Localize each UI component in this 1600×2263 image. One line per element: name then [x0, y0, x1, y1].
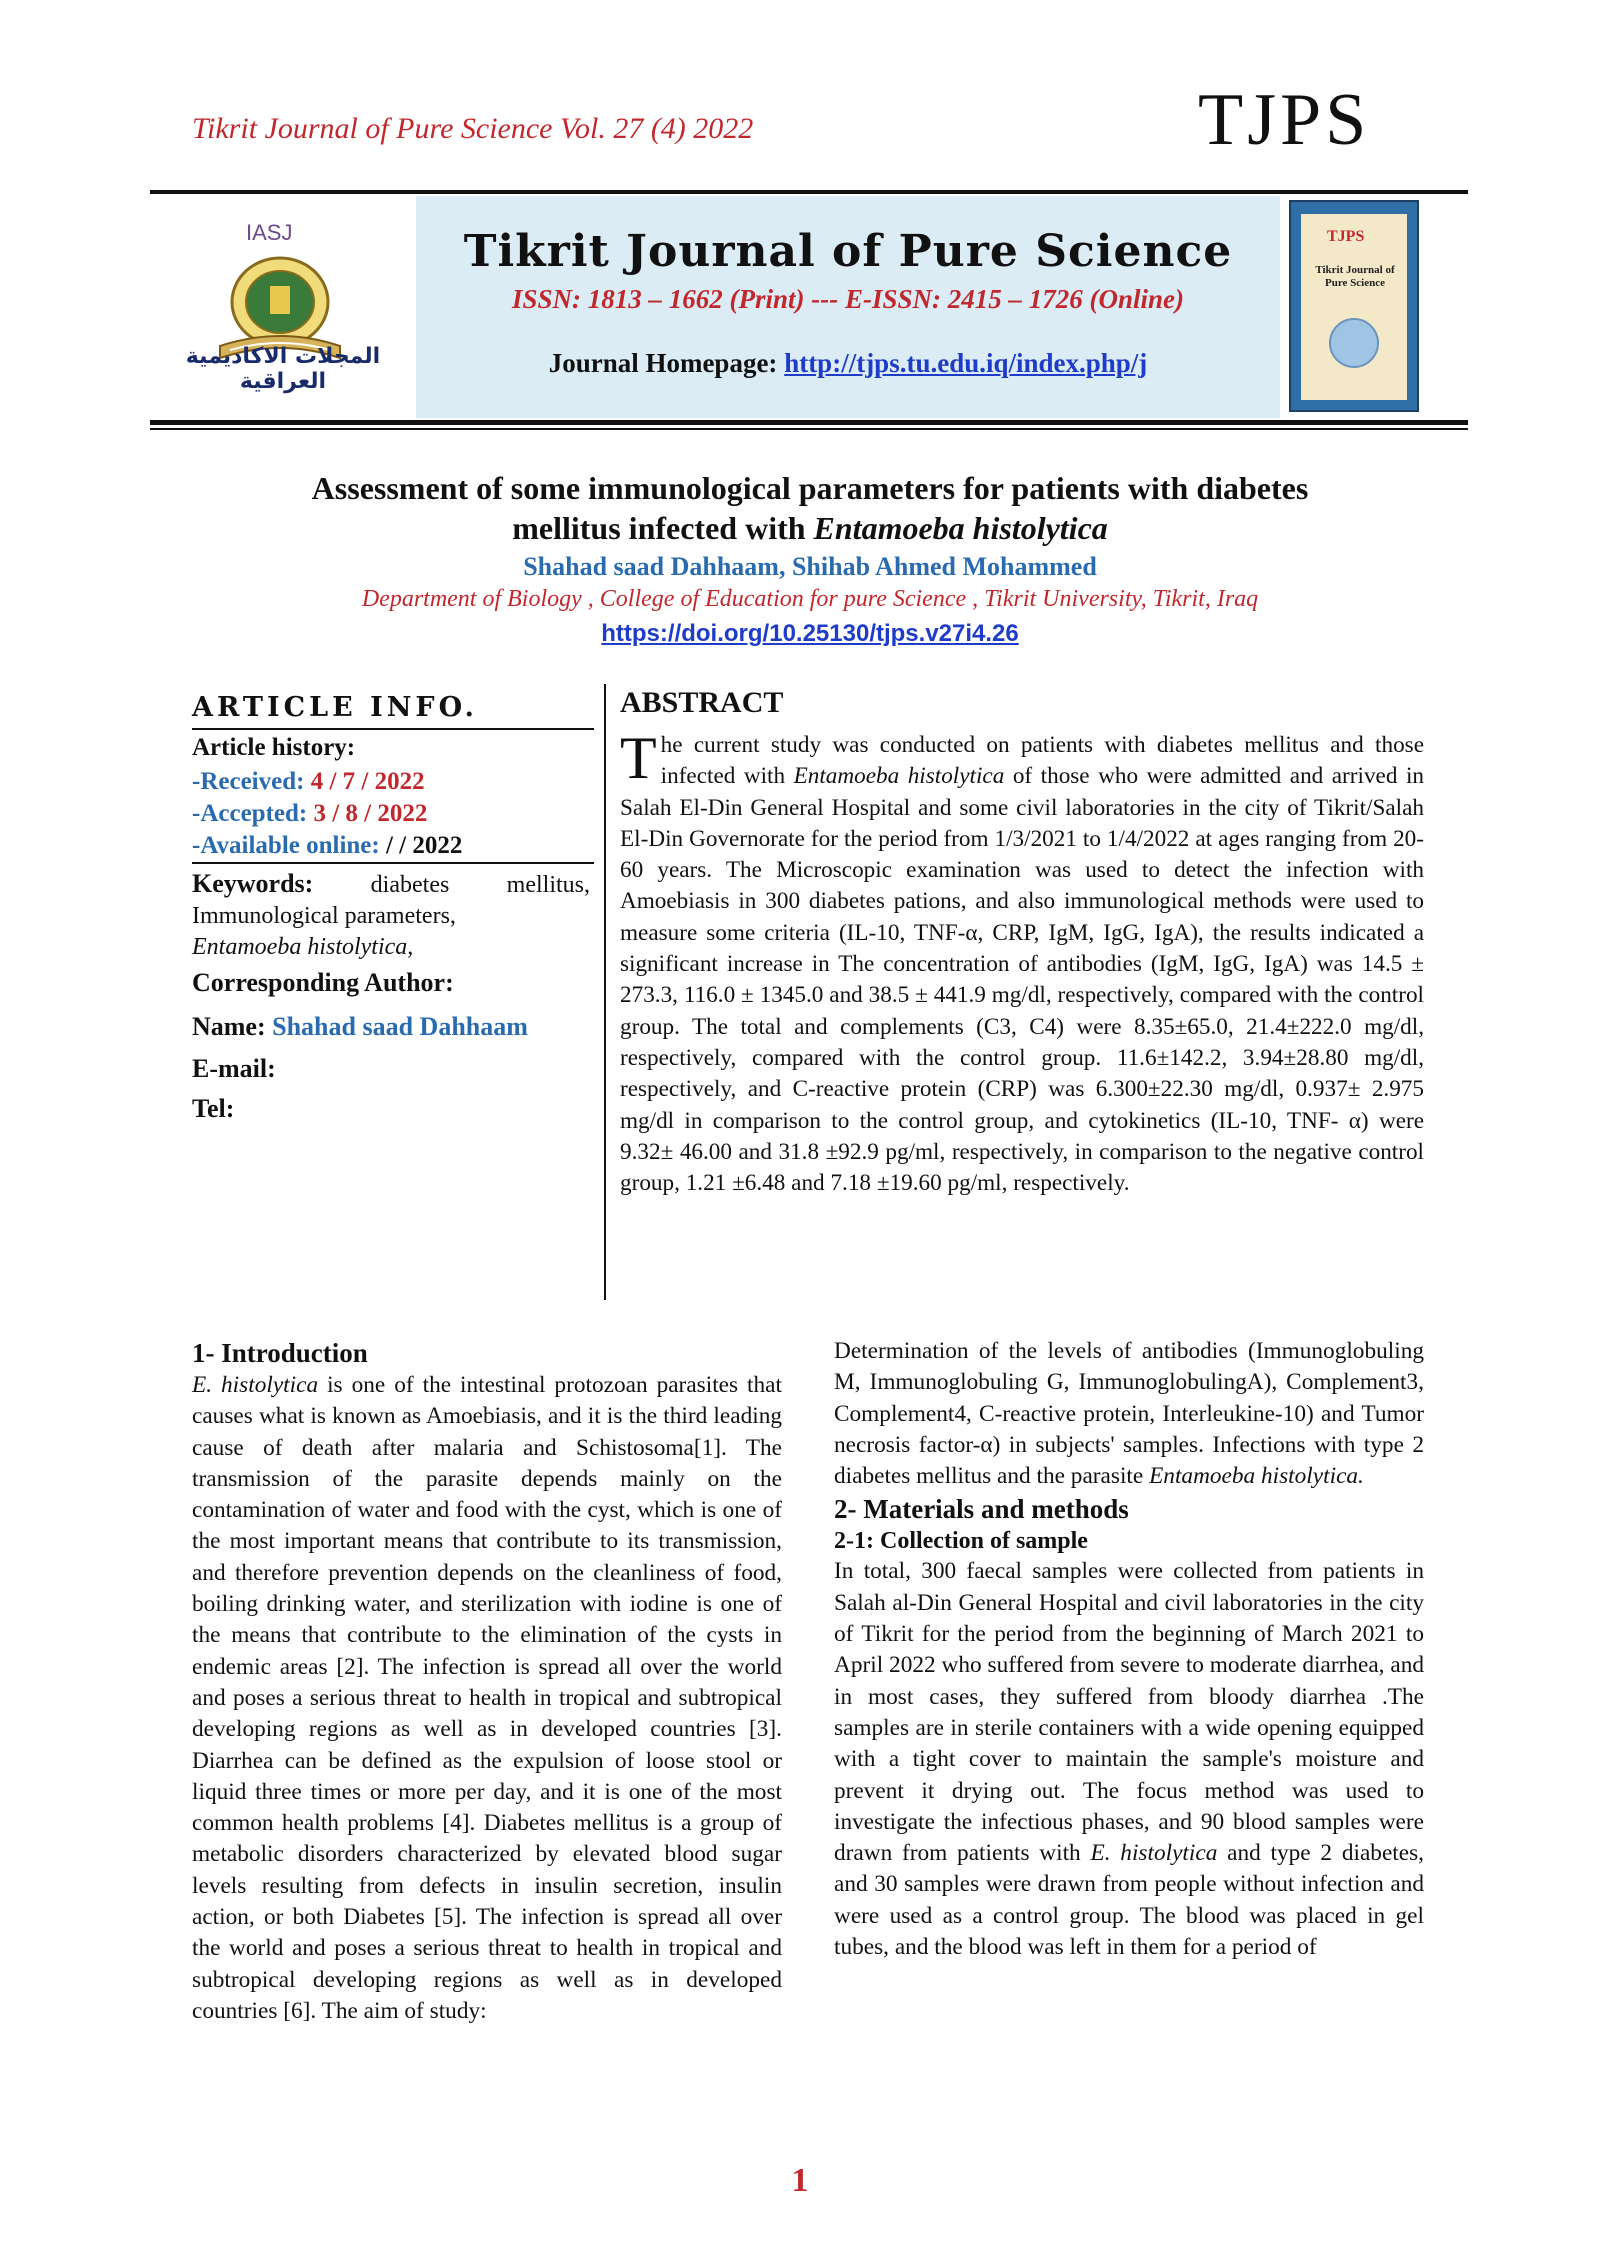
keywords-text: diabetes mellitus, Immunological parameters, — [192, 872, 590, 929]
introduction-body — [192, 1370, 782, 2027]
title-italic: Entamoeba histolytica — [813, 510, 1108, 546]
corresponding-author-label: Corresponding Author: — [192, 968, 454, 997]
received-label: -Received: — [192, 768, 311, 795]
aim-text: Determination of the levels of antibodies (Immunoglobuling M, Immunoglobuling G, ImmunoglobulingA), Complement3, Complement4, C-reactive protein, Interleukine-10) and Tumor necrosis factor-α) in subjects' samples. Infections with type 2 diabetes mellitus and the parasite — [834, 1338, 1424, 1490]
keywords-italic: Entamoeba histolytica, — [192, 934, 414, 960]
homepage-link[interactable]: http://tjps.tu.edu.iq/index.php/j — [784, 348, 1148, 378]
methods-italic: E. histolytica — [1090, 1840, 1218, 1867]
iasj-arabic-label: المجلات الاكاديمية العراقية — [185, 344, 381, 394]
methods-body — [834, 1556, 1424, 1963]
journal-info-panel — [416, 196, 1280, 418]
iasj-logo-panel — [150, 196, 416, 418]
collection-subheading: 2-1: Collection of sample — [834, 1528, 1088, 1555]
title-line-1: Assessment of some immunological parameters for patients with diabetes — [311, 470, 1309, 506]
abstract-italic: Entamoeba histolytica — [793, 763, 1005, 790]
online-value: / / 2022 — [385, 832, 463, 859]
cover-seal-icon — [1329, 318, 1379, 368]
name-value: Shahad saad Dahhaam — [272, 1012, 528, 1041]
abstract-body — [620, 725, 1424, 1199]
column-divider — [604, 684, 606, 1300]
aim-italic: Entamoeba histolytica. — [1149, 1463, 1364, 1490]
banner-bottom-rule — [150, 420, 1468, 425]
journal-issn: ISSN: 1813 – 1662 (Print) --- E-ISSN: 2415 – 1726 (Online) — [511, 284, 1185, 314]
authors: Shahad saad Dahhaam, Shihab Ahmed Mohammed — [523, 552, 1097, 581]
received-date — [192, 768, 425, 796]
intro-text: is one of the intestinal protozoan parasites that causes what is known as Amoebiasis, and it is the third leading cause of death after malaria and Schistosoma[1]. The transmission of the parasite depends mainly on the contamination of water and food with the cyst, which is one of the most important means that contribute to its transmission, and therefore prevention depends on the cleanliness of food, boiling drinking water, and sterilization with iodine is one of the means that contribute to the elimination of the cysts in endemic areas [2]. The infection is spread all over the world and poses a serious threat to health in tropical and subtropical developing regions as well as in developed countries [3]. Diarrhea can be defined as the expulsion of loose stool or liquid three times or more per day, and it is one of the most common health problems [4]. Diabetes mellitus is a group of metabolic disorders characterized by elevated blood sugar levels resulting from defects in insulin secretion, insulin action, or both Diabetes [5]. The infection is spread all over the world and poses a serious threat to health in tropical and subtropical developing regions as well as in developed countries [6]. The aim of study: — [192, 1372, 782, 2024]
journal-banner — [150, 196, 1468, 418]
doi — [190, 620, 1430, 648]
intro-lead-italic: E. histolytica — [192, 1372, 319, 1398]
cover-inner — [1301, 214, 1407, 400]
methods-heading: 2- Materials and methods — [834, 1494, 1129, 1525]
received-value: 4 / 7 / 2022 — [310, 768, 425, 795]
abstract-dropcap: T — [620, 725, 657, 791]
aim-continuation — [834, 1336, 1424, 1492]
name-label: Name: — [192, 1012, 273, 1041]
cover-title: Tikrit Journal of Pure Science — [1315, 264, 1395, 289]
abstract-text-2: of those who were admitted and arrived in Salah El-Din General Hospital and some civil laboratories in the city of Tikrit/Salah El-Din Governorate for the period from 1/3/2021 to 1/4/2022 at ages ranging from 20-60 years. The Microscopic examination was used to detect the infection with Amoebiasis in 300 diabetes pations, and also immunological methods were used to measure some criteria (IL-10, TNF-α, CRP, IgM, IgG, IgA), the results indicated a significant increase in The concentration of antibodies (IgM, IgG, IgA) was 14.5 ± 273.3, 116.0 ± 1345.0 and 38.5 ± 441.9 mg/dl, respectively, compared with the control group. The total and complements (C3, C4) were 8.35±65.0, 21.4±222.0 mg/dl, respectively, compared with the control group. 11.6±142.2, 3.94±28.80 mg/dl, respectively, and C-reactive protein (CRP) was 6.300±22.30 mg/dl, 0.937± 2.975 mg/dl in comparison to the control group, and cytokinetics (IL-10, TNF- α) were 9.32± 46.00 and 31.8 ±92.9 pg/ml, respectively, in comparison to the negative control group, 1.21 ±6.48 and 7.18 ±19.60 pg/ml, respectively. — [620, 763, 1424, 1197]
cover-logo: TJPS — [1327, 228, 1365, 245]
article-info-heading: ARTICLE INFO. — [192, 692, 478, 723]
paper-title — [190, 468, 1430, 548]
abstract-heading: ABSTRACT — [620, 686, 784, 719]
article-history-label: Article history: — [192, 734, 356, 761]
email-label: E-mail: — [192, 1054, 276, 1083]
online-label: -Available online: — [192, 832, 386, 859]
author-name — [192, 1012, 528, 1042]
accepted-label: -Accepted: — [192, 800, 314, 827]
page-number: 1 — [791, 2162, 809, 2199]
left-column — [192, 1336, 782, 2027]
online-date — [192, 832, 462, 860]
title-plain: mellitus infected with — [512, 510, 814, 546]
article-info-rule-2 — [192, 862, 594, 864]
abstract-text-1: he current study was conducted on patients with diabetes mellitus and those infected with — [660, 732, 1424, 790]
tel-label: Tel: — [192, 1094, 235, 1123]
keywords-label: Keywords: — [192, 869, 314, 898]
journal-cover-panel — [1280, 196, 1468, 418]
article-info-rule — [192, 728, 594, 730]
methods-text-2: and type 2 diabetes, and 30 samples were drawn from people without infection and were used as a control group. The blood was placed in gel tubes, and the blood was left in them for a period of — [834, 1840, 1424, 1961]
journal-cover-image — [1289, 200, 1419, 412]
accepted-value: 3 / 8 / 2022 — [313, 800, 428, 827]
journal-homepage — [416, 348, 1280, 379]
right-column — [834, 1336, 1424, 1963]
affiliation: Department of Biology , College of Education for pure Science , Tikrit University, Tikrit, Iraq — [361, 586, 1259, 612]
accepted-date — [192, 800, 427, 828]
homepage-label: Journal Homepage: — [548, 348, 785, 378]
doi-link[interactable]: https://doi.org/10.25130/tjps.v27i4.26 — [601, 620, 1019, 647]
introduction-heading: 1- Introduction — [192, 1338, 368, 1368]
title-line-2 — [190, 508, 1430, 548]
journal-name: Tikrit Journal of Pure Science — [463, 226, 1233, 277]
banner-bottom-rule-thin — [150, 428, 1468, 430]
iasj-label: IASJ — [246, 220, 293, 245]
running-head: Tikrit Journal of Pure Science Vol. 27 (4) 2022 — [192, 112, 754, 145]
methods-text-1: In total, 300 faecal samples were collected from patients in Salah al-Din General Hospital and civil laboratories in the city of Tikrit for the period from the beginning of March 2021 to April 2022 who suffered from severe to moderate diarrhea, and in most cases, they suffered from bloody diarrhea .The samples are in sterile containers with a wide opening equipped with a tight cover to maintain the sample's moisture and prevent it drying out. The focus method was used to investigate the infectious phases, and 90 blood samples were drawn from patients with — [834, 1558, 1424, 1867]
tjps-logo: TJPS — [1198, 79, 1371, 161]
keywords — [192, 868, 590, 963]
banner-top-rule — [150, 190, 1468, 194]
